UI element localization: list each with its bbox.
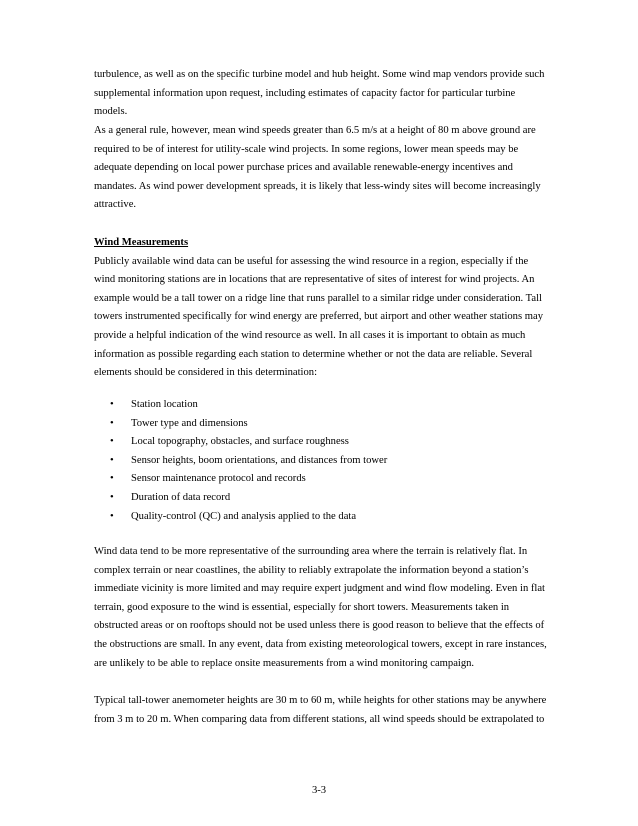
section-heading: Wind Measurements: [94, 237, 189, 248]
bullet-icon: •: [110, 491, 114, 503]
paragraph-text: Publicly available wind data can be useful for assessing the wind resource in a region, especially if the wind monitoring stations are in locations that are representative of sites of interest for wind projects. An example would be a tall tower on a ridge line that runs parallel to a similar ridge under consideration. Tall towers instrumented specifically for wind energy are preferred, but airport and other weather stations may provide a helpful indication of the wind resource as well. In all cases it is important to obtain as much information as possible regarding each station to determine whether or not the data are reliable. Several elements should be considered in this determination:: [94, 255, 543, 379]
page-number: 3-3: [311, 785, 327, 796]
list-item-text: Sensor maintenance protocol and records: [131, 473, 306, 485]
paragraph-text: Typical tall-tower anemometer heights are 30 m to 60 m, while heights for other stations may be anywhere from 3 m to 20 m. When comparing data from different stations, all wind speeds should be extrapolated to: [94, 695, 547, 725]
bullet-icon: •: [110, 399, 114, 410]
list-item-text: Quality-control (QC) and analysis applied to the data: [131, 510, 357, 522]
paragraph-text: turbulence, as well as on the specific turbine model and hub height. Some wind map vendors provide such supplemental information upon request, including estimates of capacity factor for particular turbine models.: [94, 69, 545, 118]
paragraph-anemometer-heights: [94, 692, 549, 729]
list-item: [110, 452, 550, 471]
paragraph-terrain: [94, 543, 549, 673]
bullet-icon: •: [110, 436, 114, 448]
bullet-icon: •: [110, 473, 114, 485]
list-item-text: Tower type and dimensions: [131, 417, 248, 429]
list-item: [110, 508, 550, 527]
bullet-icon: •: [110, 510, 114, 522]
list-item: [110, 470, 550, 489]
list-item: [110, 433, 550, 452]
paragraph-turbulence: [94, 66, 549, 122]
list-item: [110, 396, 550, 415]
list-item: [110, 489, 550, 508]
list-item-text: Duration of data record: [131, 491, 231, 503]
station-elements-list: [110, 396, 550, 526]
list-item-text: Station location: [131, 399, 198, 410]
list-item-text: Sensor heights, boom orientations, and distances from tower: [131, 454, 388, 466]
paragraph-mean-wind-speeds: [94, 122, 549, 215]
paragraph-text: Wind data tend to be more representative of the surrounding area where the terrain is relatively flat. In complex terrain or near coastlines, the ability to reliably extrapolate the information beyond a station’s immediate vicinity is more limited and may require expert judgment and wind flow modeling. Even in flat terrain, good exposure to the wind is essential, especially for short towers. Measurements taken in obstructed areas or on rooftops should not be used unless there is good reason to believe that the effects of the obstructions are small. In any event, data from existing meteorological towers, except in rare instances, are unlikely to be able to replace onsite measurements from a wind monitoring campaign.: [94, 546, 547, 669]
list-item-text: Local topography, obstacles, and surface roughness: [131, 436, 349, 448]
section-wind-measurements: [94, 234, 549, 383]
bullet-icon: •: [110, 454, 114, 466]
bullet-icon: •: [110, 417, 114, 429]
paragraph-text: As a general rule, however, mean wind speeds greater than 6.5 m/s at a height of 80 m above ground are required to be of interest for utility-scale wind projects. In some regions, lower mean speeds may be adequate depending on local power purchase prices and available renewable-energy incentives and mandates. As wind power development spreads, it is likely that less-windy sites will become increasingly attractive.: [94, 125, 541, 211]
list-item: [110, 415, 550, 434]
